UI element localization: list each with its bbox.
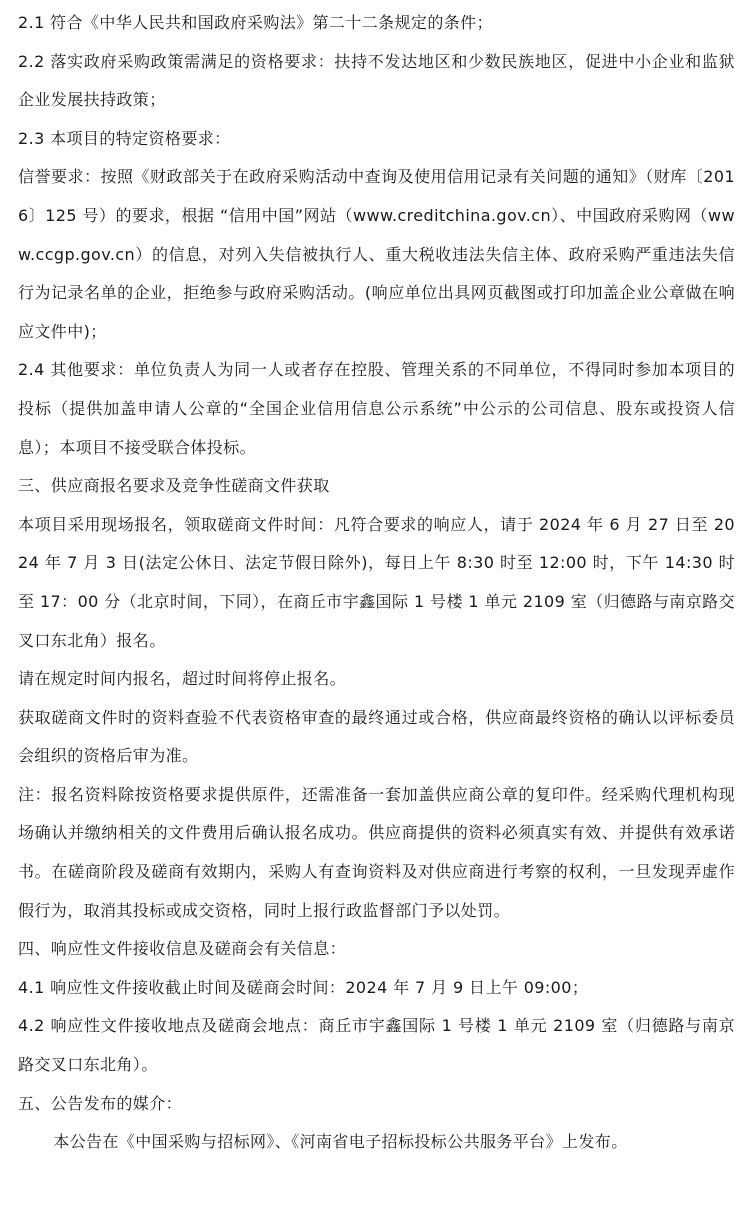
publication-media: 本公告在《中国采购与招标网》、《河南省电子招标投标公共服务平台》上发布。 — [53, 1132, 628, 1152]
clause-2-2: 2.2 落实政府采购政策需满足的资格要求：扶持不发达地区和少数民族地区，促进中小企业和监狱企业发展扶持政策； — [18, 51, 735, 110]
clause-4-1: 4.1 响应性文件接收截止时间及磋商会时间：2024 年 7 月 9 日上午 09:00； — [18, 977, 589, 997]
registration-time: 本项目采用现场报名，领取磋商文件时间：凡符合要求的响应人，请于 2024 年 6 月 27 日至 2024 年 7 月 3 日(法定公休日、法定节假日除外)，每日上午 8:30 时至 12:00 时，下午 14:30 时至 17：00 分（北京时间，下同），在商丘市宇鑫国际 1 号楼 1 单元 2109 室（归德路与南京路交叉口东北角）报名。 — [18, 514, 735, 650]
credit-requirement: 信誉要求：按照《财政部关于在政府采购活动中查询及使用信用记录有关问题的通知》（财库〔2016〕125 号）的要求，根据 “信用中国”网站（www.creditchina.gov.cn）、中国政府采购网（www.ccgp.gov.cn）的信息，对列入失信被执行人、重大税收违法失信主体、政府采购严重违法失信行为记录名单的企业，拒绝参与政府采购活动。(响应单位出具网页截图或打印加盖企业公章做在响应文件中)； — [18, 167, 735, 341]
clause-2-1: 2.1 符合《中华人民共和国政府采购法》第二十二条规定的条件； — [18, 13, 493, 32]
registration-materials-note: 注：报名资料除按资格要求提供原件，还需准备一套加盖供应商公章的复印件。经采购代理机构现场确认并缴纳相关的文件费用后确认报名成功。供应商提供的资料必须真实有效、并提供有效承诺书。在磋商阶段及磋商有效期内，采购人有查询资料及对供应商进行考察的权利，一旦发现弄虚作假行为，取消其投标或成交资格，同时上报行政监督部门予以处罚。 — [18, 784, 735, 920]
clause-4-2: 4.2 响应性文件接收地点及磋商会地点：商丘市宇鑫国际 1 号楼 1 单元 2109 室（归德路与南京路交叉口东北角）。 — [18, 1016, 735, 1075]
section-3-heading: 三、供应商报名要求及竞争性磋商文件获取 — [18, 476, 330, 496]
registration-deadline-note: 请在规定时间内报名，超过时间将停止报名。 — [18, 669, 347, 689]
qualification-review-note: 获取磋商文件时的资料查验不代表资格审查的最终通过或合格，供应商最终资格的确认以评标委员会组织的资格后审为准。 — [18, 707, 735, 766]
section-5-heading: 五、公告发布的媒介： — [18, 1093, 183, 1113]
clause-2-3: 2.3 本项目的特定资格要求： — [18, 128, 231, 148]
clause-2-4: 2.4 其他要求：单位负责人为同一人或者存在控股、管理关系的不同单位，不得同时参加本项目的投标（提供加盖申请人公章的“全国企业信用信息公示系统”中公示的公司信息、股东或投资人信息）；本项目不接受联合体投标。 — [18, 360, 735, 457]
section-4-heading: 四、响应性文件接收信息及磋商会有关信息： — [18, 939, 347, 959]
